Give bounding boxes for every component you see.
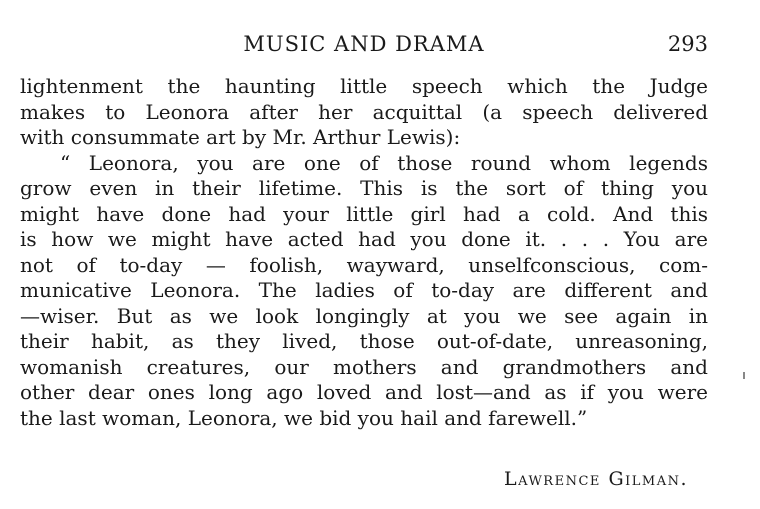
quote-line: not of to-day — foolish, wayward, unselfconscious, com- [20, 252, 708, 277]
quote-line: might have done had your little girl had a cold. And this [20, 201, 708, 226]
author-signature: Lawrence Gilman. [503, 468, 688, 490]
quote-line: the last woman, Leonora, we bid you hail and farewell.” [20, 405, 588, 430]
quote-line: is how we might have acted had you done it. . . . You are [20, 227, 708, 251]
quote-line: other dear ones long ago loved and lost—and as if you were [20, 380, 708, 404]
quote-line: grow even in their lifetime. This is the sort of thing you [20, 176, 708, 200]
print-speck [743, 372, 745, 379]
text-line: lightenment the haunting little speech which the Judge [20, 74, 708, 98]
page-number: 293 [667, 32, 708, 56]
quote-line: “ Leonora, you are one of those round whom legends [60, 150, 708, 175]
quote-line: womanish creatures, our mothers and grandmothers and [20, 354, 708, 379]
running-head: MUSIC AND DRAMA [243, 32, 485, 56]
quote-line: —wiser. But as we look longingly at you we see again in [20, 303, 708, 328]
quote-line: municative Leonora. The ladies of to-day are different and [20, 278, 708, 302]
text-line: makes to Leonora after her acquittal (a speech delivered [20, 99, 708, 124]
page-header [20, 30, 708, 58]
text-line: with consummate art by Mr. Arthur Lewis): [20, 125, 461, 149]
body-text [20, 74, 708, 431]
quote-line: their habit, as they lived, those out-of-date, unreasoning, [20, 329, 708, 353]
